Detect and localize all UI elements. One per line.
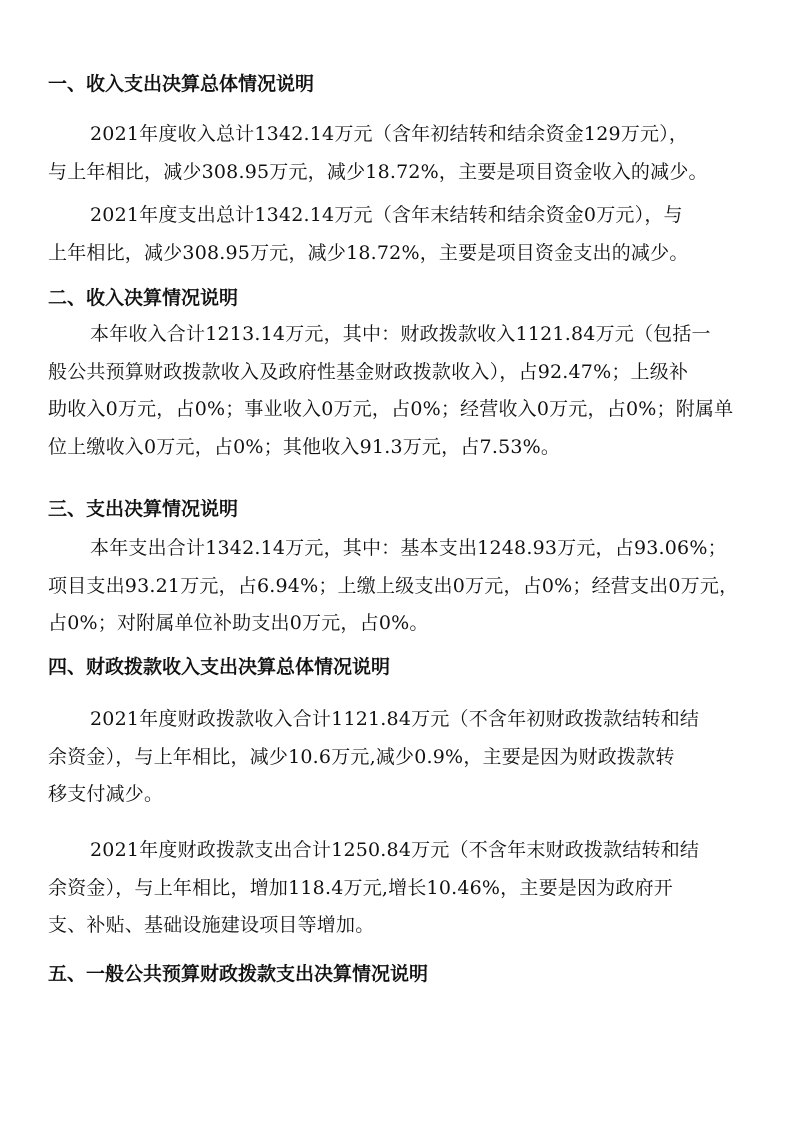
paragraph-1-2 <box>48 197 689 272</box>
section-heading-4: 四、财政拨款收入支出决算总体情况说明 <box>48 656 391 678</box>
paragraph-line: 占0%；对附属单位补助支出0万元，占0%。 <box>48 612 429 634</box>
paragraph-line: 本年收入合计1213.14万元，其中：财政拨款收入1121.84万元（包括一 <box>90 323 711 345</box>
paragraph-line: 2021年度支出总计1342.14万元（含年末结转和结余资金0万元），与 <box>90 204 683 226</box>
paragraph-4-2 <box>48 832 699 945</box>
section-heading-2: 二、收入决算情况说明 <box>48 287 239 309</box>
paragraph-line: 位上缴收入0万元，占0%；其他收入91.3万元，占7.53%。 <box>48 435 561 458</box>
paragraph-line: 本年支出合计1342.14万元，其中：基本支出1248.93万元，占93.06%； <box>90 537 727 559</box>
paragraph-line: 余资金），与上年相比，减少10.6万元,减少0.9%，主要是因为财政拨款转 <box>48 745 675 768</box>
paragraph-4-1 <box>48 701 699 814</box>
section-heading-5: 五、一般公共预算财政拨款支出决算情况说明 <box>48 963 429 985</box>
paragraph-line: 与上年相比，减少308.95万元，减少18.72%，主要是项目资金收入的减少。 <box>48 160 708 183</box>
section-heading-3: 三、支出决算情况说明 <box>48 498 239 520</box>
paragraph-line: 余资金），与上年相比，增加118.4万元,增长10.46%，主要是因为政府开 <box>48 876 673 899</box>
paragraph-line: 2021年度财政拨款收入合计1121.84万元（不含年初财政拨款结转和结 <box>90 708 700 730</box>
paragraph-line: 般公共预算财政拨款收入及政府性基金财政拨款收入），占92.47%；上级补 <box>48 360 689 383</box>
paragraph-line: 支、补贴、基础设施建设项目等增加。 <box>48 914 375 936</box>
paragraph-2-1 <box>48 316 733 466</box>
paragraph-line: 上年相比，减少308.95万元，减少18.72%，主要是项目资金支出的减少。 <box>48 241 689 264</box>
paragraph-3-1 <box>48 530 738 643</box>
paragraph-line: 2021年度财政拨款支出合计1250.84万元（不含年末财政拨款结转和结 <box>90 839 700 861</box>
paragraph-line: 移支付减少。 <box>48 783 164 805</box>
paragraph-line: 助收入0万元，占0%；事业收入0万元，占0%；经营收入0万元，占0%；附属单 <box>48 398 734 420</box>
paragraph-line: 2021年度收入总计1342.14万元（含年初结转和结余资金129万元）， <box>90 123 689 145</box>
section-heading-1: 一、收入支出决算总体情况说明 <box>48 73 315 95</box>
paragraph-1-1 <box>48 116 708 191</box>
paragraph-line: 项目支出93.21万元，占6.94%；上缴上级支出0万元，占0%；经营支出0万元， <box>48 574 739 597</box>
